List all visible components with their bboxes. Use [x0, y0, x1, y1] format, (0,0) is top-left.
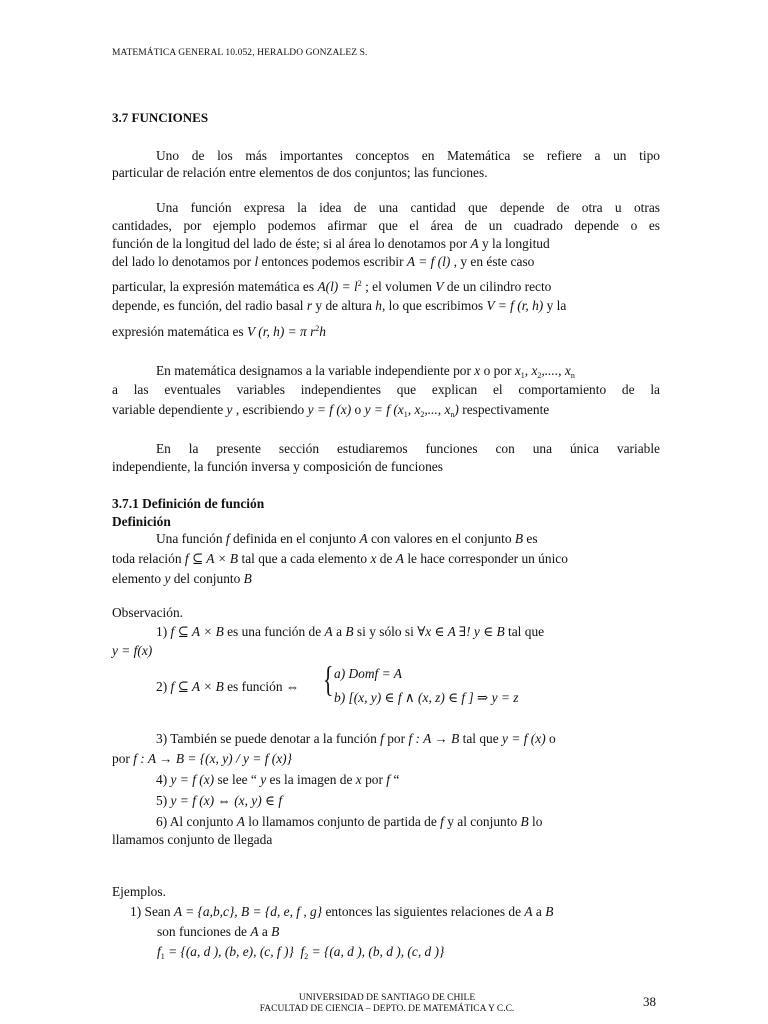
- observation-1-cont: y = f(x): [112, 643, 153, 658]
- text: o por: [480, 363, 515, 378]
- text: , escribiendo: [232, 402, 308, 417]
- footer-faculty: FACULTAD DE CIENCIA – DEPTO. DE MATEMÁTICA Y C.C.: [259, 1004, 515, 1014]
- text: de: [376, 551, 396, 566]
- text: y la: [543, 298, 567, 313]
- text: 4): [156, 772, 171, 787]
- paragraph-3-line-2: a las eventuales variables independientes que explican el comportamiento de la: [112, 382, 660, 397]
- math-area: A(l) = l: [317, 279, 358, 294]
- text: variable dependiente: [112, 402, 227, 417]
- math-sub: 1: [160, 952, 165, 961]
- text: o: [545, 731, 556, 746]
- paragraph-1-line-2: particular de relación entre elementos de dos conjuntos; las funciones.: [112, 165, 488, 180]
- math-f: f: [380, 731, 384, 746]
- math-h: h: [375, 298, 382, 313]
- math-sets: A = {a,b,c}, B = {d, e, f , g}: [173, 904, 323, 919]
- math-y-fxs: , x: [407, 402, 421, 417]
- math-B: B: [271, 924, 280, 939]
- math-forall: ∀x ∈ A ∃! y ∈ B: [417, 624, 505, 639]
- math-A: A: [250, 924, 259, 939]
- paragraph-2-line-1: Una función expresa la idea de una cantidad que depende de otra u otras: [156, 200, 660, 215]
- observation-4: [156, 771, 399, 789]
- paragraph-1-line-1: Uno de los más importantes conceptos en Matemática se refiere a un tipo: [156, 148, 660, 163]
- paragraph-2-line-6: [112, 297, 566, 315]
- math-y-fx: y = f (x): [170, 772, 215, 787]
- text: del conjunto: [170, 571, 244, 586]
- math-r: r: [306, 298, 313, 313]
- definition-heading: Definición: [112, 514, 171, 529]
- text: depende, es función, del radio basal: [112, 298, 307, 313]
- running-header: MATEMÁTICA GENERAL 10.052, HERALDO GONZALEZ S.: [112, 48, 368, 58]
- math-xs: ,...., x: [541, 363, 571, 378]
- math-x: x: [474, 363, 481, 378]
- math-f-sub: f ⊆ A × B: [170, 679, 224, 694]
- definition-line-3: [112, 570, 252, 588]
- math-A: A: [324, 624, 333, 639]
- math-exp: 2: [315, 324, 320, 333]
- section-title: 3.7 FUNCIONES: [112, 110, 209, 125]
- math-xs: x: [514, 363, 521, 378]
- observation-3: [156, 730, 556, 748]
- paragraph-2-line-7: [112, 320, 326, 341]
- text: lo llamamos conjunto de partida de: [244, 814, 441, 829]
- observation-title: Observación.: [112, 605, 184, 620]
- text: 1): [156, 624, 171, 639]
- text: y al conjunto: [443, 814, 521, 829]
- definition-line-1: [156, 530, 538, 548]
- text: o: [351, 402, 365, 417]
- math-A: A: [524, 904, 533, 919]
- math-y-fxs: y = f (x: [364, 402, 404, 417]
- math-sub: n: [450, 410, 455, 419]
- text: se lee “: [214, 772, 261, 787]
- paragraph-2-line-3: [112, 235, 550, 253]
- math-y: y: [260, 772, 267, 787]
- text: por: [112, 751, 134, 766]
- observation-5: [156, 792, 282, 810]
- math-y-fx: y = f (x): [502, 731, 546, 746]
- math-f-map: f : A → B: [408, 731, 460, 746]
- text: 6) Al conjunto: [156, 814, 237, 829]
- math-f2: f: [300, 944, 305, 959]
- text: particular, la expresión matemática es: [112, 279, 318, 294]
- example-1-cont: [157, 923, 279, 941]
- text: , y en éste caso: [450, 254, 535, 269]
- text: ; el volumen: [361, 279, 436, 294]
- math-f2-set: = {(a, d ), (b, d ), (c, d )}: [308, 944, 445, 959]
- text: del lado lo denotamos por: [112, 254, 255, 269]
- math-l: l: [254, 254, 259, 269]
- brace-symbol: {: [323, 659, 334, 699]
- text: es una función de: [223, 624, 325, 639]
- paragraph-2-line-4: [112, 253, 534, 271]
- math-h: h: [319, 324, 326, 339]
- text: y de altura: [312, 298, 376, 313]
- math-f: f: [386, 772, 391, 787]
- example-1-functions: [157, 943, 444, 966]
- text: a: [332, 624, 346, 639]
- observation-6-cont: llamamos conjunto de llegada: [112, 832, 273, 847]
- text: función de la longitud del lado de éste; si al área lo denotamos por: [112, 236, 471, 251]
- text: definida en el conjunto: [229, 531, 360, 546]
- math-f: f: [440, 814, 444, 829]
- paragraph-3-line-3: [112, 401, 549, 424]
- observation-2-case-a: a) Domf = A: [334, 666, 402, 681]
- text: 5): [156, 793, 171, 808]
- math-A: A: [395, 551, 404, 566]
- math-f-map-set: f : A → B = {(x, y) / y = f (x)}: [133, 751, 293, 766]
- footer-university: UNIVERSIDAD DE SANTIAGO DE CHILE: [298, 993, 476, 1003]
- math-sub: 2: [420, 410, 425, 419]
- text: entonces podemos escribir: [258, 254, 407, 269]
- text: tal que: [504, 624, 545, 639]
- math-exp: 2: [357, 279, 362, 288]
- page-number: 38: [643, 994, 656, 1009]
- text: por: [383, 731, 409, 746]
- observation-3-cont: [112, 750, 292, 768]
- text: es función ⇔: [223, 679, 300, 694]
- math-y-fxs: ,..., x: [424, 402, 451, 417]
- math-sub: 2: [537, 371, 542, 380]
- text: “: [390, 772, 400, 787]
- math-f1-set: = {(a, d ), (b, e), (c, f )}: [164, 944, 294, 959]
- math-y: y: [226, 402, 233, 417]
- math-y-fx: y = f (x): [307, 402, 352, 417]
- observation-2: [156, 678, 299, 696]
- text: si y sólo si: [353, 624, 418, 639]
- math-B: B: [243, 571, 252, 586]
- text: lo: [528, 814, 543, 829]
- text: expresión matemática es: [112, 324, 247, 339]
- math-V-eq: V = f (r, h): [486, 298, 544, 313]
- text: a: [258, 924, 272, 939]
- text: es: [523, 531, 538, 546]
- text: tal que a cada elemento: [238, 551, 371, 566]
- text: entonces las siguientes relaciones de: [322, 904, 525, 919]
- text: son funciones de: [157, 924, 251, 939]
- definition-line-2: [112, 550, 568, 568]
- text: , lo que escribimos: [381, 298, 487, 313]
- text: Una función: [156, 531, 226, 546]
- math-V-rh: V (r, h) = π r: [246, 324, 316, 339]
- math-f-sub: f ⊆ A × B: [170, 624, 224, 639]
- text: es la imagen de: [266, 772, 356, 787]
- math-B: B: [345, 624, 354, 639]
- observation-6: [156, 813, 542, 831]
- subsection-title: 3.7.1 Definición de función: [112, 496, 265, 511]
- math-A: A: [470, 236, 479, 251]
- text: En matemática designamos a la variable independiente por: [156, 363, 475, 378]
- text: a: [532, 904, 546, 919]
- math-V: V: [435, 279, 444, 294]
- text: 3) También se puede denotar a la función: [156, 731, 381, 746]
- text: 2): [156, 679, 171, 694]
- math-sub: 1: [520, 371, 525, 380]
- text: 1) Sean: [130, 904, 174, 919]
- observation-2-case-b: b) [(x, y) ∈ f ∧ (x, z) ∈ f ] ⇒ y = z: [334, 690, 519, 705]
- math-sub: n: [570, 371, 575, 380]
- text: y la longitud: [478, 236, 550, 251]
- text: tal que: [459, 731, 503, 746]
- math-B: B: [545, 904, 554, 919]
- example-1: [130, 903, 553, 921]
- math-A: A: [359, 531, 368, 546]
- math-sub: 2: [304, 952, 309, 961]
- text: de un cilindro recto: [443, 279, 552, 294]
- math-equiv: y = f (x) ⇔ (x, y) ∈ f: [170, 793, 283, 808]
- text: elemento: [112, 571, 165, 586]
- math-y-fxs: ): [454, 402, 459, 417]
- text: por: [361, 772, 387, 787]
- math-xs: , x: [524, 363, 538, 378]
- math-sub: 1: [403, 410, 408, 419]
- paragraph-2-line-2: cantidades, por ejemplo podemos afirmar que el área de un cuadrado depende o es: [112, 218, 660, 233]
- math-A-eq-fl: A = f (l): [406, 254, 451, 269]
- math-f: f: [225, 531, 230, 546]
- paragraph-2-line-5: [112, 275, 551, 296]
- text: con valores en el conjunto: [367, 531, 515, 546]
- math-B: B: [514, 531, 524, 546]
- math-x: x: [370, 551, 377, 566]
- examples-title: Ejemplos.: [112, 884, 166, 899]
- math-x: x: [355, 772, 362, 787]
- text: le hace corresponder un único: [403, 551, 568, 566]
- math-f1: f: [157, 944, 161, 959]
- math-B: B: [520, 814, 529, 829]
- paragraph-4-line-2: independiente, la función inversa y composición de funciones: [112, 459, 443, 474]
- math-y: y: [164, 571, 171, 586]
- math-A: A: [236, 814, 245, 829]
- math-f-sub: f ⊆ A × B: [184, 551, 239, 566]
- text: respectivamente: [458, 402, 550, 417]
- observation-1: [156, 623, 544, 641]
- text: toda relación: [112, 551, 185, 566]
- paragraph-4-line-1: En la presente sección estudiaremos funciones con una única variable: [156, 441, 660, 456]
